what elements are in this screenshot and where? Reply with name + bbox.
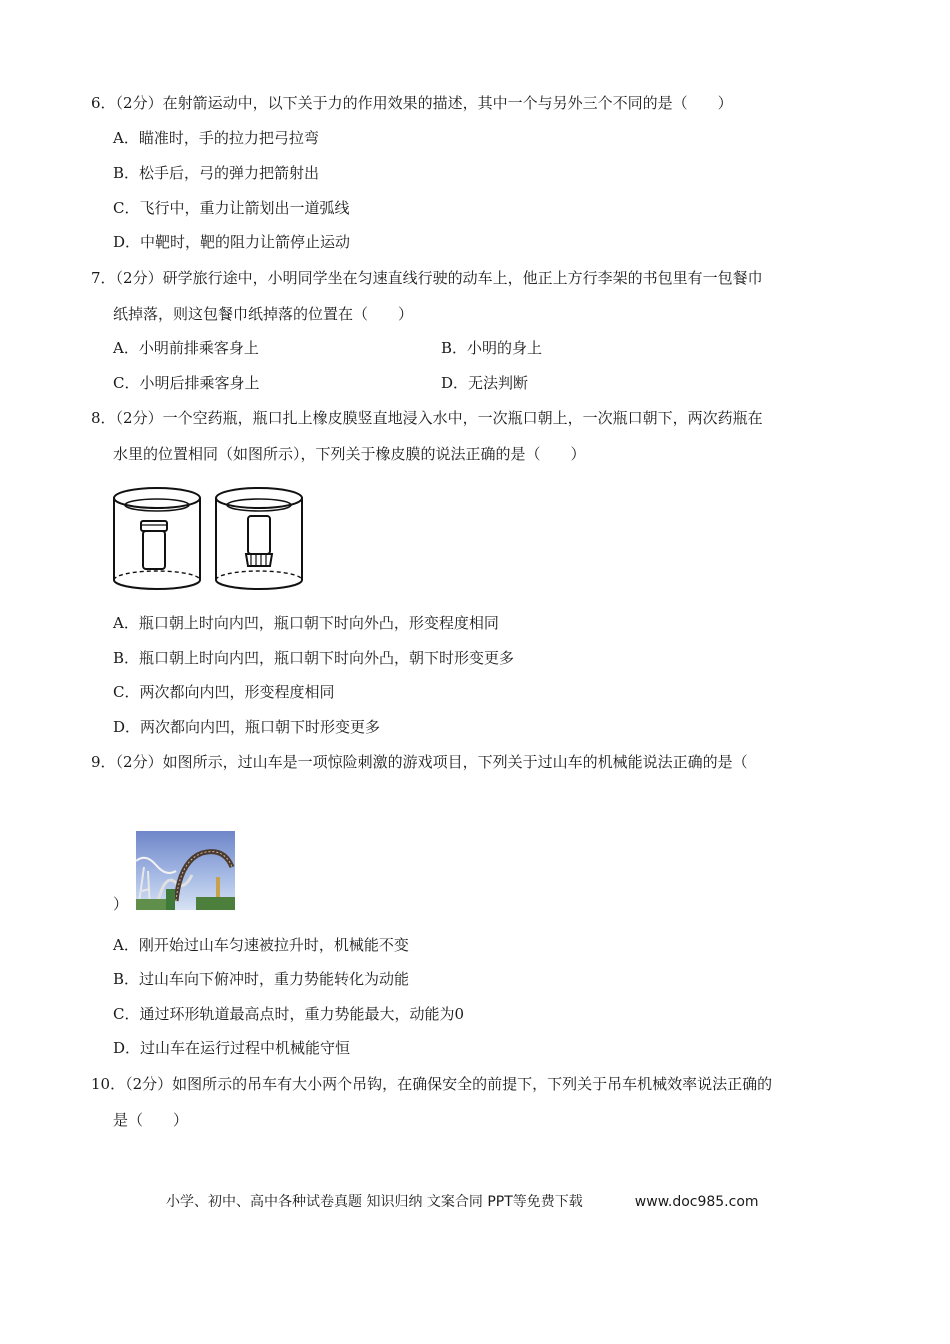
question-number: 6． — [91, 94, 116, 112]
question-text: （2分）一个空药瓶，瓶口扎上橡皮膜竖直地浸入水中，一次瓶口朝上，一次瓶口朝下，两次药瓶在 — [115, 409, 763, 427]
question-7-stem — [91, 268, 763, 288]
roller-coaster-photo — [136, 831, 235, 910]
question-9-stem — [91, 752, 748, 772]
footer-url[interactable]: www.doc985.com — [634, 1194, 759, 1210]
question-6-option-c: C．飞行中，重力让箭划出一道弧线 — [113, 199, 350, 217]
question-6-option-b: B．松手后，弓的弹力把箭射出 — [113, 164, 320, 182]
question-number: 7． — [91, 269, 116, 287]
question-text: （2分）研学旅行途中，小明同学坐在匀速直线行驶的动车上，他正上方行李架的书包里有一包餐巾 — [115, 269, 763, 287]
question-8-option-d: D．两次都向内凹，瓶口朝下时形变更多 — [113, 718, 381, 736]
question-6-stem — [91, 93, 733, 113]
question-9-option-d: D．过山车在运行过程中机械能守恒 — [113, 1039, 351, 1057]
question-6-option-a: A．瞄准时，手的拉力把弓拉弯 — [113, 129, 319, 147]
question-8-option-a: A．瓶口朝上时向内凹，瓶口朝下时向外凸，形变程度相同 — [113, 614, 499, 632]
question-7-option-b: B．小明的身上 — [441, 339, 543, 357]
question-7-option-d: D．无法判断 — [441, 374, 529, 392]
question-number: 10． — [91, 1075, 126, 1093]
question-6-option-d: D．中靶时，靶的阻力让箭停止运动 — [113, 233, 351, 251]
question-10-stem-continued: 是（ ） — [113, 1111, 189, 1129]
footer-text: 小学、初中、高中各种试卷真题 知识归纳 文案合同 PPT等免费下载 — [166, 1194, 583, 1210]
question-7-stem-continued: 纸掉落，则这包餐巾纸掉落的位置在（ ） — [113, 305, 414, 323]
question-7-option-a: A．小明前排乘客身上 — [113, 339, 259, 357]
question-number: 8． — [91, 409, 116, 427]
question-9-option-c: C．通过环形轨道最高点时，重力势能最大，动能为0 — [113, 1005, 465, 1023]
question-text: （2分）在射箭运动中，以下关于力的作用效果的描述，其中一个与另外三个不同的是（ ） — [115, 94, 733, 112]
beaker-figure — [110, 484, 310, 590]
question-10-stem — [91, 1074, 772, 1094]
question-text: （2分）如图所示，过山车是一项惊险刺激的游戏项目，下列关于过山车的机械能说法正确的是（ — [115, 753, 748, 771]
question-9-stem-close: ） — [113, 895, 129, 913]
question-8-stem — [91, 408, 763, 428]
question-number: 9． — [91, 753, 116, 771]
question-7-option-c: C．小明后排乘客身上 — [113, 374, 260, 392]
question-8-stem-continued: 水里的位置相同（如图所示），下列关于橡皮膜的说法正确的是（ ） — [113, 445, 586, 463]
page-footer — [166, 1191, 759, 1211]
question-8-option-b: B．瓶口朝上时向内凹，瓶口朝下时向外凸，朝下时形变更多 — [113, 649, 515, 667]
question-8-option-c: C．两次都向内凹，形变程度相同 — [113, 683, 335, 701]
question-text: （2分）如图所示的吊车有大小两个吊钩，在确保安全的前提下，下列关于吊车机械效率说法正确的 — [125, 1075, 773, 1093]
question-9-option-b: B．过山车向下俯冲时，重力势能转化为动能 — [113, 970, 410, 988]
question-9-option-a: A．刚开始过山车匀速被拉升时，机械能不变 — [113, 936, 409, 954]
